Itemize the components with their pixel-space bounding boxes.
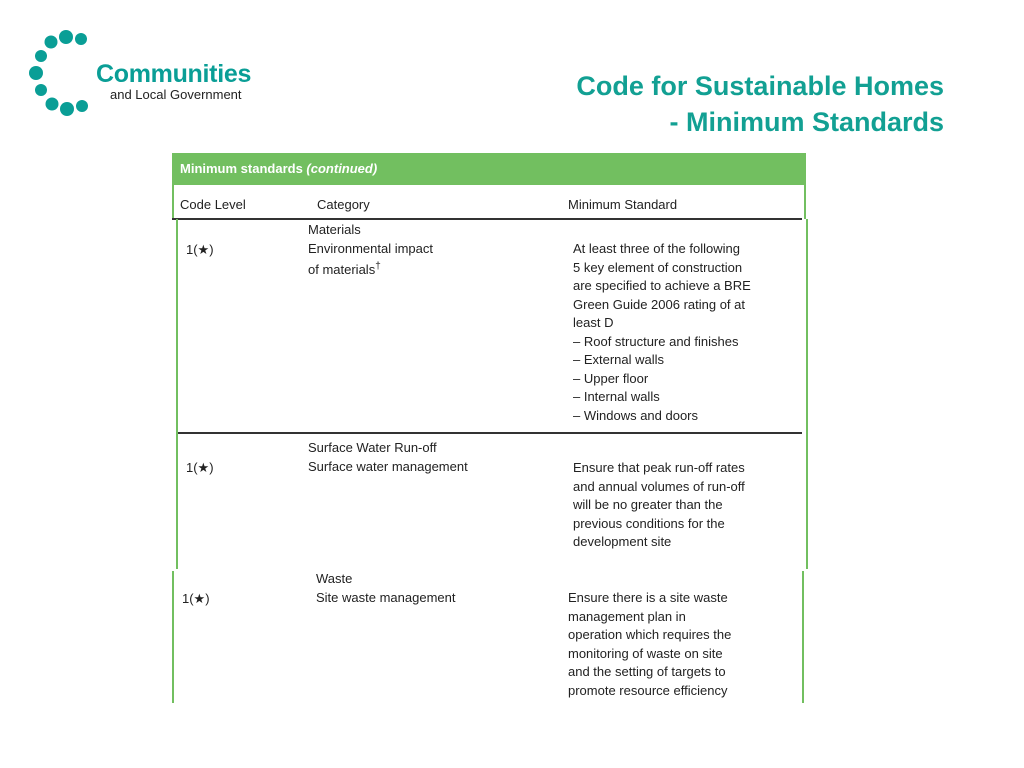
standard-line: At least three of the following <box>573 241 740 256</box>
table-right-border-top <box>804 185 806 219</box>
category-line: Site waste management <box>316 589 456 605</box>
logo-wordmark: Communities <box>96 60 252 88</box>
standard-line: and the setting of targets to <box>568 664 726 679</box>
standard-line: – Internal walls <box>573 389 660 404</box>
table-header-bar <box>172 153 806 185</box>
standard-line: least D <box>573 315 614 330</box>
table-left-border-top <box>172 185 174 219</box>
row-materials-category <box>308 221 433 280</box>
standard-line: operation which requires the <box>568 627 732 642</box>
row-materials-level: 1(★) <box>186 242 214 257</box>
standard-line: – External walls <box>573 352 665 367</box>
standard-line: – Windows and doors <box>573 407 699 423</box>
row-materials-standard <box>573 240 751 425</box>
column-header-code-level: Code Level <box>180 197 246 212</box>
page-title-line-2: - Minimum Standards <box>669 107 944 137</box>
column-header-minimum-standard: Minimum Standard <box>568 197 678 212</box>
category-heading: Waste <box>316 571 353 586</box>
communities-logo <box>28 30 268 120</box>
standard-line: Green Guide 2006 rating of at <box>573 296 746 312</box>
row-divider <box>178 432 802 434</box>
standard-line: previous conditions for the <box>573 515 725 531</box>
standard-line: promote resource efficiency <box>568 682 728 698</box>
row-waste-category <box>316 570 455 607</box>
standard-line: 5 key element of construction <box>573 259 743 275</box>
table-right-border-mid <box>806 219 808 569</box>
table-left-border-bottom <box>172 571 174 703</box>
category-line: of materials <box>308 262 376 277</box>
row-surface-water-standard <box>573 459 745 552</box>
row-surface-water-category <box>308 439 468 476</box>
table-left-border-mid <box>176 219 178 569</box>
standard-line: and annual volumes of run-off <box>573 478 745 494</box>
column-header-category: Category <box>317 197 370 212</box>
standard-line: – Upper floor <box>573 370 649 386</box>
minimum-standards-table <box>172 153 806 703</box>
table-header-title: Minimum standards <box>180 161 303 176</box>
standard-line: monitoring of waste on site <box>568 645 723 661</box>
standard-line: are specified to achieve a BRE <box>573 278 751 293</box>
footnote-dagger: † <box>375 261 381 272</box>
row-waste-level: 1(★) <box>182 591 210 606</box>
category-heading: Surface Water Run-off <box>308 440 437 455</box>
table-right-border-bottom <box>802 571 804 703</box>
row-waste-standard <box>568 589 731 700</box>
table-header-text <box>180 161 377 176</box>
logo-subtitle: and Local Government <box>110 87 242 102</box>
standard-line: will be no greater than the <box>573 497 723 512</box>
page-title <box>576 68 944 140</box>
table-header-note: (continued) <box>306 161 378 176</box>
standard-line: development site <box>573 534 672 549</box>
category-line-with-footnote <box>308 258 433 280</box>
row-surface-water-level: 1(★) <box>186 460 214 475</box>
standard-line: Ensure that peak run-off rates <box>573 460 745 475</box>
page-title-line-1: Code for Sustainable Homes <box>576 71 944 101</box>
category-line: Surface water management <box>308 458 468 474</box>
category-line: Environmental impact <box>308 240 433 256</box>
standard-line: Ensure there is a site waste <box>568 590 728 605</box>
standard-line: – Roof structure and finishes <box>573 333 739 349</box>
header-divider <box>172 218 802 220</box>
standard-line: management plan in <box>568 608 686 624</box>
category-heading: Materials <box>308 222 361 237</box>
